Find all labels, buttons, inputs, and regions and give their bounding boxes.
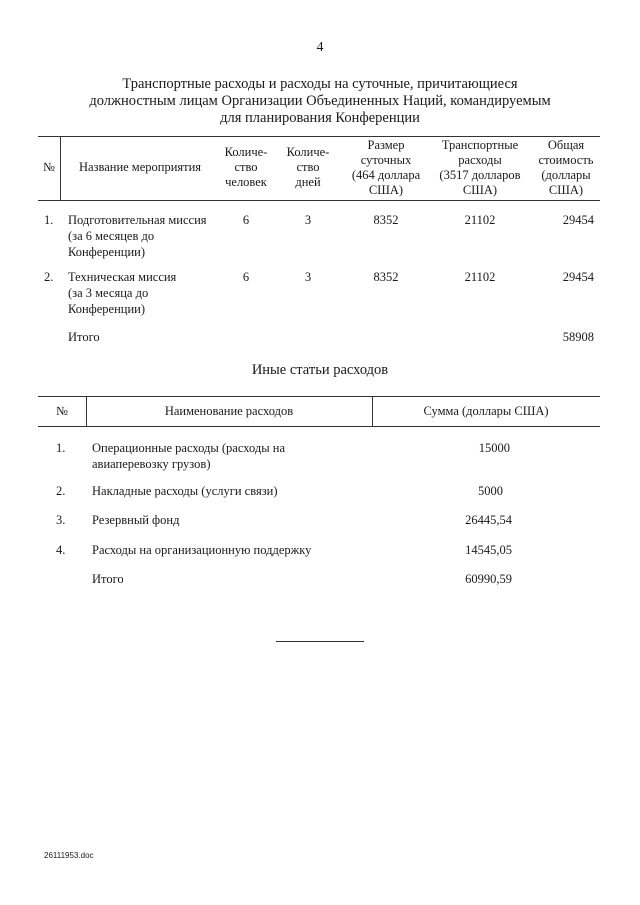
end-separator-line (276, 641, 364, 642)
header-total-cost (532, 138, 600, 198)
row-no: 4. (56, 543, 66, 557)
name-line: Расходы на организационную поддержку (92, 543, 312, 557)
header-line: Количе- (286, 145, 330, 159)
title-line: для планирования Конференции (220, 110, 420, 126)
header-event-name: Название мероприятия (78, 160, 202, 174)
row-total: 29454 (562, 270, 594, 284)
header-line: Размер (367, 138, 405, 152)
row-sum: 15000 (478, 441, 510, 455)
row-sum: 26445,54 (465, 513, 512, 527)
row-people: 6 (242, 270, 250, 284)
header-line: (464 доллара (351, 168, 421, 182)
row-days: 3 (304, 213, 312, 227)
page-number: 4 (316, 40, 324, 55)
row-expense-name (92, 440, 285, 472)
header-transport (432, 138, 528, 198)
document-title (60, 76, 580, 127)
name-line: Накладные расходы (услуги связи) (92, 484, 278, 498)
row-expense-name (92, 483, 278, 499)
row-no: 1. (56, 441, 66, 455)
header-line: дней (295, 175, 321, 189)
table-header-rule (38, 426, 600, 427)
row-event-name (68, 269, 176, 317)
row-per-diem: 8352 (373, 270, 399, 284)
total-value: 58908 (562, 330, 594, 344)
header-line: США) (368, 183, 404, 197)
name-line: Подготовительная миссия (68, 213, 207, 227)
row-total: 29454 (562, 213, 594, 227)
row-sum: 14545,05 (465, 543, 512, 557)
name-line: Конференции) (68, 245, 146, 259)
header-line: Общая (547, 138, 585, 152)
row-sum: 5000 (478, 484, 503, 498)
total-value: 60990,59 (465, 572, 512, 586)
title-line: Транспортные расходы и расходы на суточные, причитающиеся (122, 76, 518, 92)
header-line: стоимость (538, 153, 594, 167)
header-line: ство (234, 160, 258, 174)
name-line: (за 6 месяцев до (68, 229, 155, 243)
header-line: Транспортные (441, 138, 519, 152)
header-line: Количе- (224, 145, 268, 159)
name-line: авиаперевозку грузов) (92, 457, 211, 471)
header-days (283, 145, 333, 190)
name-line: Резервный фонд (92, 513, 180, 527)
row-no: 2. (56, 484, 66, 498)
row-no: 2. (44, 270, 54, 284)
row-no: 1. (44, 213, 54, 227)
row-people: 6 (242, 213, 250, 227)
header-line: ство (296, 160, 320, 174)
row-transport: 21102 (464, 270, 496, 284)
header-line: человек (225, 175, 267, 189)
row-days: 3 (304, 270, 312, 284)
header-people (221, 145, 271, 190)
row-per-diem: 8352 (373, 213, 399, 227)
header-line: (3517 долларов (439, 168, 521, 182)
total-label: Итого (92, 572, 124, 586)
name-line: Операционные расходы (расходы на (92, 441, 285, 455)
row-event-name (68, 212, 207, 260)
header-no: № (56, 404, 68, 418)
document-code: 26111953.doc (44, 851, 94, 860)
header-sum: Сумма (доллары США) (423, 404, 549, 418)
header-expense-name: Наименование расходов (164, 404, 294, 418)
total-label: Итого (68, 330, 100, 344)
table-header-rule (38, 200, 600, 201)
header-no: № (43, 160, 55, 174)
section-subtitle: Иные статьи расходов (251, 362, 389, 378)
header-line: США) (462, 183, 498, 197)
row-expense-name (92, 542, 311, 558)
name-line: Конференции) (68, 302, 146, 316)
header-line: расходы (458, 153, 502, 167)
row-transport: 21102 (464, 213, 496, 227)
name-line: Техническая миссия (68, 270, 177, 284)
header-line: США) (548, 183, 584, 197)
table-top-rule (38, 136, 600, 137)
table-top-rule (38, 396, 600, 397)
row-expense-name (92, 512, 179, 528)
name-line: (за 3 месяца до (68, 286, 149, 300)
header-line: (доллары (541, 168, 591, 182)
row-no: 3. (56, 513, 66, 527)
header-line: суточных (360, 153, 412, 167)
header-per-diem (342, 138, 430, 198)
title-line: должностным лицам Организации Объединенных Наций, командируемым (89, 93, 551, 109)
